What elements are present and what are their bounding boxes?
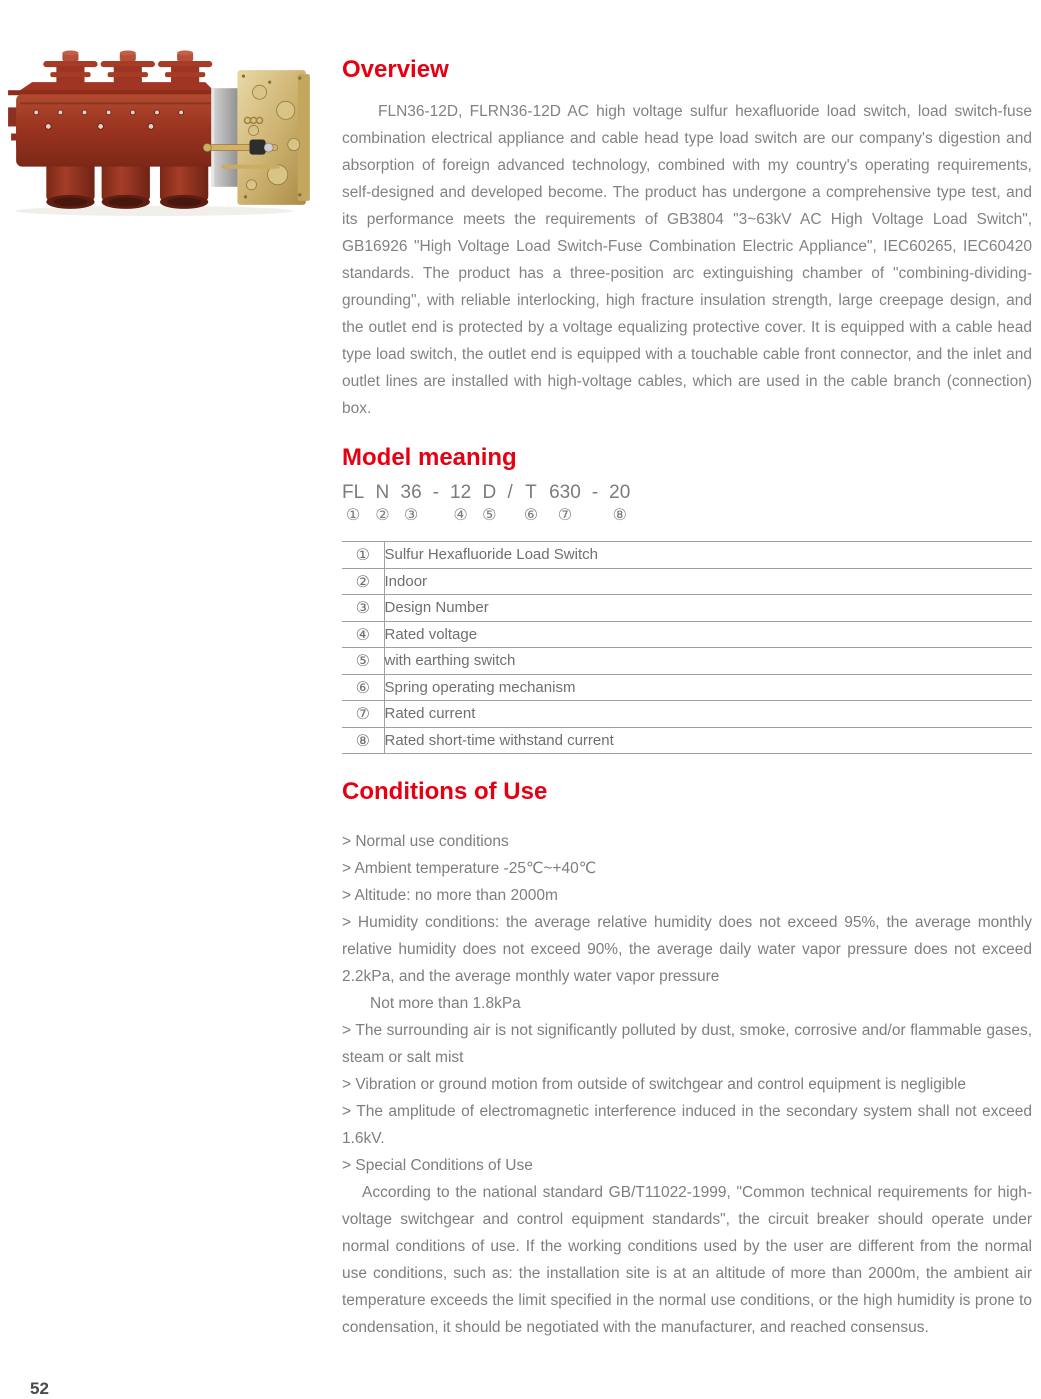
page-number: 52 [30, 1379, 49, 1398]
table-row [342, 727, 1032, 754]
condition-item: > Humidity conditions: the average relative humidity does not exceed 95%, the average monthly relative humidity does not exceed 90%, the average daily water vapor pressure does not exceed 2.2kPa, and the average monthly water vapor pressure [342, 914, 1032, 985]
row-number: ⑦ [342, 701, 384, 728]
model-code-mark: ③ [403, 505, 419, 524]
model-code-segment [592, 482, 598, 524]
model-code-mark: ② [375, 505, 390, 524]
section-conditions-of-use [342, 778, 1032, 1341]
condition-item: > Special Conditions of Use [342, 1157, 533, 1174]
model-code-mark: ⑦ [557, 505, 573, 524]
conditions-list [342, 828, 1032, 1341]
model-code-token: 12 [450, 482, 472, 503]
row-number: ② [342, 568, 384, 595]
row-description: Indoor [384, 572, 428, 590]
model-code-segment [401, 482, 422, 524]
model-code-token: - [432, 482, 439, 503]
model-code-segment [342, 482, 364, 524]
model-code-mark: ④ [453, 505, 468, 524]
model-code-token: D [482, 482, 497, 503]
condition-item: > Altitude: no more than 2000m [342, 887, 558, 904]
model-code-segment [524, 482, 538, 524]
condition-item: > The surrounding air is not significantly polluted by dust, smoke, corrosive and/or flammable gases, steam or salt mist [342, 1022, 1032, 1066]
model-meaning-heading: Model meaning [342, 444, 517, 471]
table-row [342, 568, 1032, 595]
conditions-heading: Conditions of Use [342, 778, 548, 805]
model-code-token: 36 [400, 482, 422, 503]
model-code-token: T [525, 482, 537, 503]
row-number: ⑤ [342, 648, 384, 675]
condition-item: > Vibration or ground motion from outside of switchgear and control equipment is negligible [342, 1076, 966, 1093]
condition-item: According to the national standard GB/T11022-1999, "Common technical requirements for high-voltage switchgear and control equipment standards", the circuit breaker should operate under normal conditions of use. If the working conditions used by the user are different from the normal use conditions, such as: the installation site is at an altitude of more than 2000m, the ambient air temperature exceeds the limit specified in the normal use conditions, or the high humidity is prone to condensation, it should be negotiated with the manufacturer, and reached consensus. [342, 1184, 1032, 1336]
table-row [342, 648, 1032, 675]
row-description: Rated short-time withstand current [384, 731, 614, 749]
row-number: ⑥ [342, 674, 384, 701]
row-number: ⑧ [342, 727, 384, 754]
model-code-segment [433, 482, 439, 524]
row-description: Sulfur Hexafluoride Load Switch [384, 546, 598, 564]
condition-item: Not more than 1.8kPa [370, 995, 521, 1012]
row-description: Spring operating mechanism [384, 678, 576, 696]
model-code-segment [609, 482, 630, 524]
overview-text: FLN36-12D, FLRN36-12D AC high voltage sulfur hexafluoride load switch, load switch-fuse combination electrical appliance and cable head type load switch are our company's digestion and absorption of foreign advanced technology, combined with my country's operating requirements, self-designed and developed become. The product has undergone a comprehensive type test, and its performance meets the requirements of GB3804 "3~63kV AC High Voltage Load Switch", GB16926 "High Voltage Load Switch-Fuse Combination Electric Appliance", IEC60265, IEC60420 standards. The product has a three-position arc extinguishing chamber of "combining-dividing-grounding", with reliable interlocking, high fracture insulation strength, large creepage design, and the outlet end is protected by a voltage equalizing protective cover. It is equipped with a cable head type load switch, the outlet end is equipped with a touchable cable front connector, and the inlet and outlet lines are installed with high-voltage cables, which are used in the cable branch (connection) box. [342, 103, 1032, 417]
table-row [342, 621, 1032, 648]
condition-item: > The amplitude of electromagnetic interference induced in the secondary system shall not exceed 1.6kV. [342, 1103, 1032, 1147]
row-description: with earthing switch [384, 652, 516, 670]
overview-heading: Overview [342, 56, 449, 83]
model-code-mark: ⑥ [523, 505, 539, 524]
section-model-meaning [342, 444, 1032, 754]
model-code-segment [549, 482, 581, 524]
table-row [342, 674, 1032, 701]
model-code-token: FL [342, 482, 365, 503]
table-row [342, 701, 1032, 728]
model-meaning-table [342, 541, 1032, 754]
model-code-mark: ⑧ [612, 505, 627, 524]
model-code-mark: ⑤ [482, 505, 497, 524]
model-code-segment [450, 482, 471, 524]
row-description: Rated voltage [384, 625, 478, 643]
model-code-segment [507, 482, 512, 524]
row-description: Rated current [384, 705, 476, 723]
table-row [342, 542, 1032, 569]
product-photo [8, 52, 320, 220]
model-code-token: 630 [549, 482, 581, 503]
condition-item: > Normal use conditions [342, 833, 509, 850]
model-code-token: 20 [609, 482, 631, 503]
model-code-token: N [375, 482, 390, 503]
condition-item: > Ambient temperature -25℃~+40℃ [342, 860, 597, 877]
row-number: ③ [342, 595, 384, 622]
row-description: Design Number [384, 599, 489, 617]
product-photo-svg [8, 52, 320, 220]
model-code-token: - [591, 482, 599, 503]
row-number: ① [342, 542, 384, 569]
row-number: ④ [342, 621, 384, 648]
model-code-mark: ① [345, 505, 361, 524]
table-row [342, 595, 1032, 622]
model-code [342, 482, 1032, 524]
section-overview [342, 56, 1032, 422]
model-code-segment [482, 482, 496, 524]
model-code-segment [375, 482, 389, 524]
model-code-token: / [507, 482, 513, 503]
